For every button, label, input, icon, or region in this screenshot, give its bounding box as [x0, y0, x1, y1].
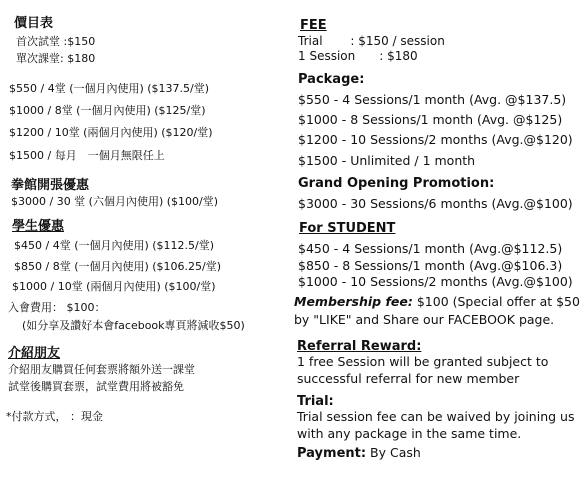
- en-membership-value: $100 (Special offer at $50: [412, 294, 580, 309]
- zh-package-4: $1500 / 每月 一個月無限任上: [9, 149, 165, 162]
- en-trial-title: Trial:: [297, 394, 334, 409]
- en-opening-title: Grand Opening Promotion:: [298, 176, 495, 191]
- en-trial-2: with any package in the same time.: [297, 426, 522, 441]
- en-payment-line: [297, 447, 421, 460]
- zh-referral-2: 試堂後購買套票，試堂費用將被豁免: [8, 380, 184, 393]
- zh-membership-fee: 入會費用： $100：: [8, 301, 106, 314]
- zh-student-1: $450 / 4堂 (一個月內使用) ($112.5/堂): [14, 239, 215, 252]
- zh-package-2: $1000 / 8堂 (一個月內使用) ($125/堂): [9, 104, 206, 117]
- zh-membership-note: (如分享及讚好本會facebook專頁將減收$50): [22, 319, 245, 332]
- zh-package-1: $550 / 4堂 (一個月內使用) ($137.5/堂): [9, 82, 210, 95]
- zh-referral-1: 介紹朋友購買任何套票將額外送一課堂: [8, 363, 195, 376]
- en-payment-value: By Cash: [366, 445, 421, 460]
- zh-single-price: 單次課堂: $180: [16, 52, 96, 65]
- zh-referral-title: 介紹朋友: [8, 346, 61, 361]
- en-fee-title: FEE: [300, 18, 327, 33]
- en-membership-label: Membership fee:: [294, 294, 413, 309]
- zh-payment: *付款方式， ：現金: [6, 410, 103, 423]
- en-referral-title: Referral Reward:: [297, 339, 422, 354]
- en-package-1: $550 - 4 Sessions/1 month (Avg. @$137.5): [298, 92, 567, 107]
- en-package-2: $1000 - 8 Sessions/1 month (Avg. @$125): [298, 112, 563, 127]
- en-opening-offer: $3000 - 30 Sessions/6 months (Avg.@$100): [298, 196, 573, 211]
- zh-student-2: $850 / 8堂 (一個月內使用) ($106.25/堂): [14, 260, 222, 273]
- en-package-3: $1200 - 10 Sessions/2 months (Avg.@$120): [298, 132, 573, 147]
- en-payment-label: Payment:: [297, 446, 367, 461]
- zh-trial-price: 首次試堂 :$150: [16, 35, 96, 48]
- en-student-title: For STUDENT: [299, 221, 396, 236]
- zh-opening-offer: $3000 / 30 堂 (六個月內使用) ($100/堂): [11, 195, 219, 208]
- en-student-2: $850 - 8 Sessions/1 month (Avg.@$106.3): [298, 258, 563, 273]
- zh-package-3: $1200 / 10堂 (兩個月內使用) ($120/堂): [9, 126, 213, 139]
- zh-price-title: 價目表: [14, 16, 54, 31]
- en-student-1: $450 - 4 Sessions/1 month (Avg.@$112.5): [298, 241, 563, 256]
- en-package-4: $1500 - Unlimited / 1 month: [298, 153, 476, 168]
- en-referral-1: 1 free Session will be granted subject to: [297, 354, 549, 369]
- zh-opening-title: 拳館開張優惠: [11, 178, 90, 193]
- en-membership-line-1: [294, 296, 580, 309]
- en-student-3: $1000 - 10 Sessions/2 months (Avg.@$100): [298, 274, 573, 289]
- zh-student-3: $1000 / 10堂 (兩個月內使用) ($100/堂): [12, 280, 216, 293]
- en-session-price: 1 Session : $180: [298, 49, 418, 63]
- en-membership-line-2: by "LIKE" and Share our FACEBOOK page.: [294, 312, 555, 327]
- en-referral-2: successful referral for new member: [297, 371, 520, 386]
- en-package-title: Package:: [298, 72, 365, 87]
- en-trial-price: Trial : $150 / session: [298, 34, 445, 48]
- en-trial-1: Trial session fee can be waived by joining us: [297, 409, 575, 424]
- zh-student-title: 學生優惠: [12, 219, 65, 234]
